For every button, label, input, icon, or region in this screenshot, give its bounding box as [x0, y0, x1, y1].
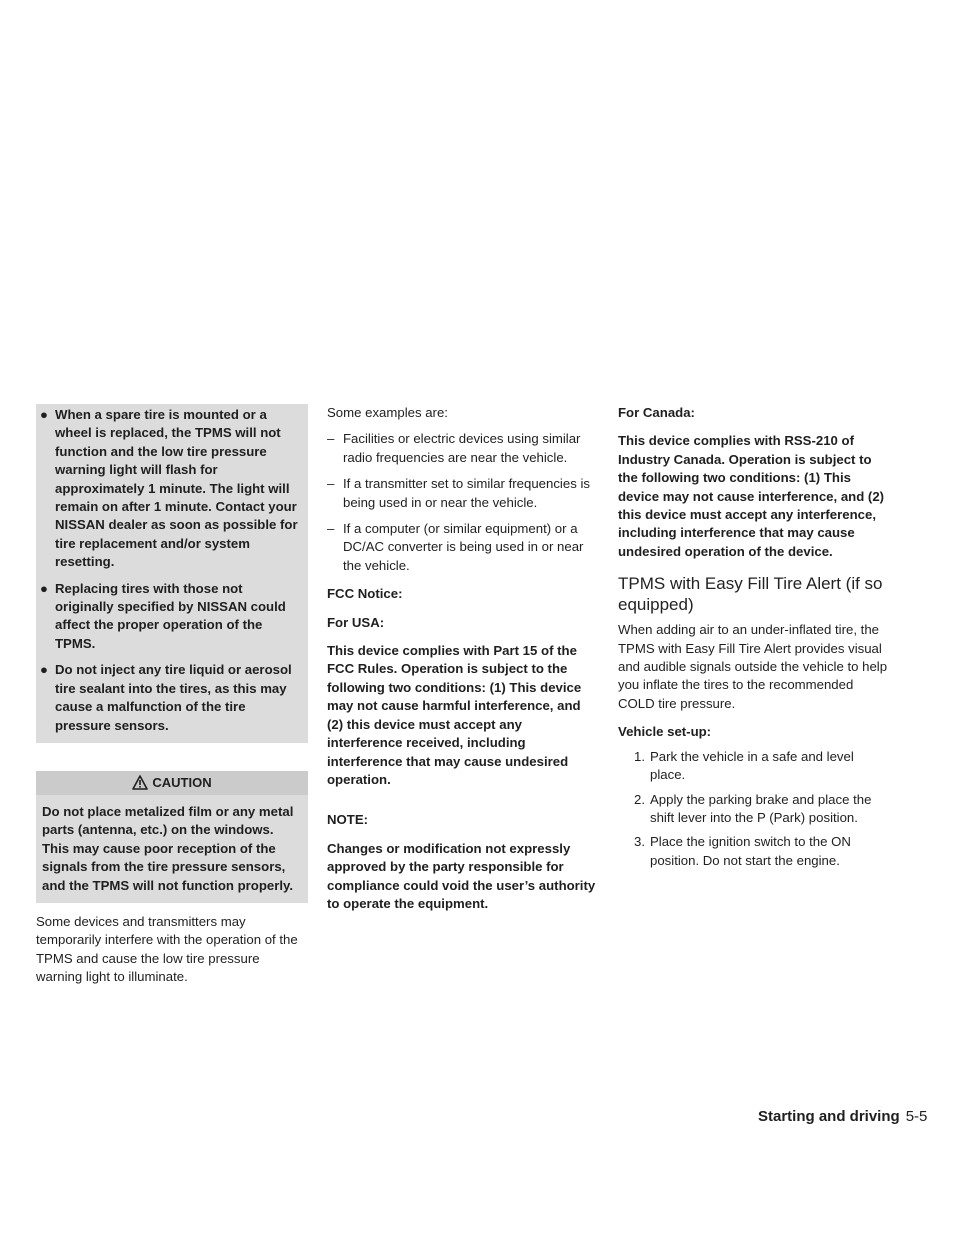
usa-compliance-text: This device complies with Part 15 of the FCC Rules. Operation is subject to the following two conditions: (1) This device may not cause harmful interference, and (2) this device must accept any interference received, including interference that may cause undesired operation. — [327, 643, 582, 787]
example-item: – If a computer (or similar equipment) or a DC/AC converter is being used in or near the vehicle. — [327, 521, 584, 573]
section-title: Starting and driving — [758, 1108, 900, 1125]
column-middle — [327, 404, 599, 913]
page-footer — [758, 1108, 928, 1125]
setup-label: Vehicle set-up: — [618, 724, 712, 740]
column-left — [36, 404, 308, 987]
section-heading: TPMS with Easy Fill Tire Alert (if so equipped) — [618, 574, 883, 615]
setup-step: 2. Apply the parking brake and place the shift lever into the P (Park) position. — [634, 791, 872, 825]
caution-text: Do not place metalized film or any metal parts (antenna, etc.) on the windows. This may cause poor reception of the signals from the tire pressure sensors, and the TPMS will not function properly. — [36, 795, 308, 903]
examples-intro: Some examples are: — [327, 405, 448, 420]
warning-triangle-icon — [132, 775, 148, 790]
page-number: 5-5 — [905, 1108, 928, 1125]
dash-icon: – — [327, 431, 335, 447]
column-right — [618, 404, 890, 870]
note-label: NOTE: — [327, 812, 369, 828]
note-text: Changes or modification not expressly approved by the party responsible for compliance could void the user’s authority to operate the equipment. — [327, 840, 596, 911]
example-item: – If a transmitter set to similar frequencies is being used in or near the vehicle. — [327, 476, 590, 510]
for-canada-label: For Canada: — [618, 405, 695, 420]
warning-bullet: ● Do not inject any tire liquid or aerosol tire sealant into the tires, as this may cause a malfunction of the tire pressure sensors. — [40, 662, 292, 733]
canada-compliance-text: This device complies with RSS-210 of Industry Canada. Operation is subject to the following two conditions: (1) This device may not cause interference, and (2) this device must accept any interference, including interference that may cause undesired operation of the device. — [618, 433, 885, 559]
warning-bullet: ● When a spare tire is mounted or a wheel is replaced, the TPMS will not function and the low tire pressure warning light will flash for approximately 1 minute. The light will remain on after 1 minute. Contact your NISSAN dealer as soon as possible for tire replacement and/or system resetting. — [40, 407, 298, 570]
body-paragraph: Some devices and transmitters may temporarily interfere with the operation of the TPMS and cause the low tire pressure warning light to illuminate. — [36, 913, 298, 985]
bullet-icon: ● — [40, 662, 48, 678]
setup-step: 3. Place the ignition switch to the ON position. Do not start the engine. — [634, 834, 851, 868]
warning-box — [36, 404, 308, 743]
setup-step: 1. Park the vehicle in a safe and level place. — [634, 748, 854, 783]
dash-icon: – — [327, 476, 335, 492]
example-item: – Facilities or electric devices using similar radio frequencies are near the vehicle. — [327, 431, 581, 465]
bullet-icon: ● — [40, 580, 48, 596]
dash-icon: – — [327, 521, 335, 537]
warning-bullet: ● Replacing tires with those not originally specified by NISSAN could affect the proper operation of the TPMS. — [40, 580, 286, 651]
bullet-icon: ● — [40, 407, 48, 422]
caution-header — [36, 771, 308, 795]
body-paragraph: When adding air to an under-inflated tire, the TPMS with Easy Fill Tire Alert provides visual and audible signals outside the vehicle to help you inflate the tires to the recommended COLD tire pressure. — [618, 622, 888, 711]
caution-title: CAUTION — [152, 774, 212, 790]
fcc-notice-label: FCC Notice: — [327, 586, 403, 602]
for-usa-label: For USA: — [327, 614, 385, 630]
